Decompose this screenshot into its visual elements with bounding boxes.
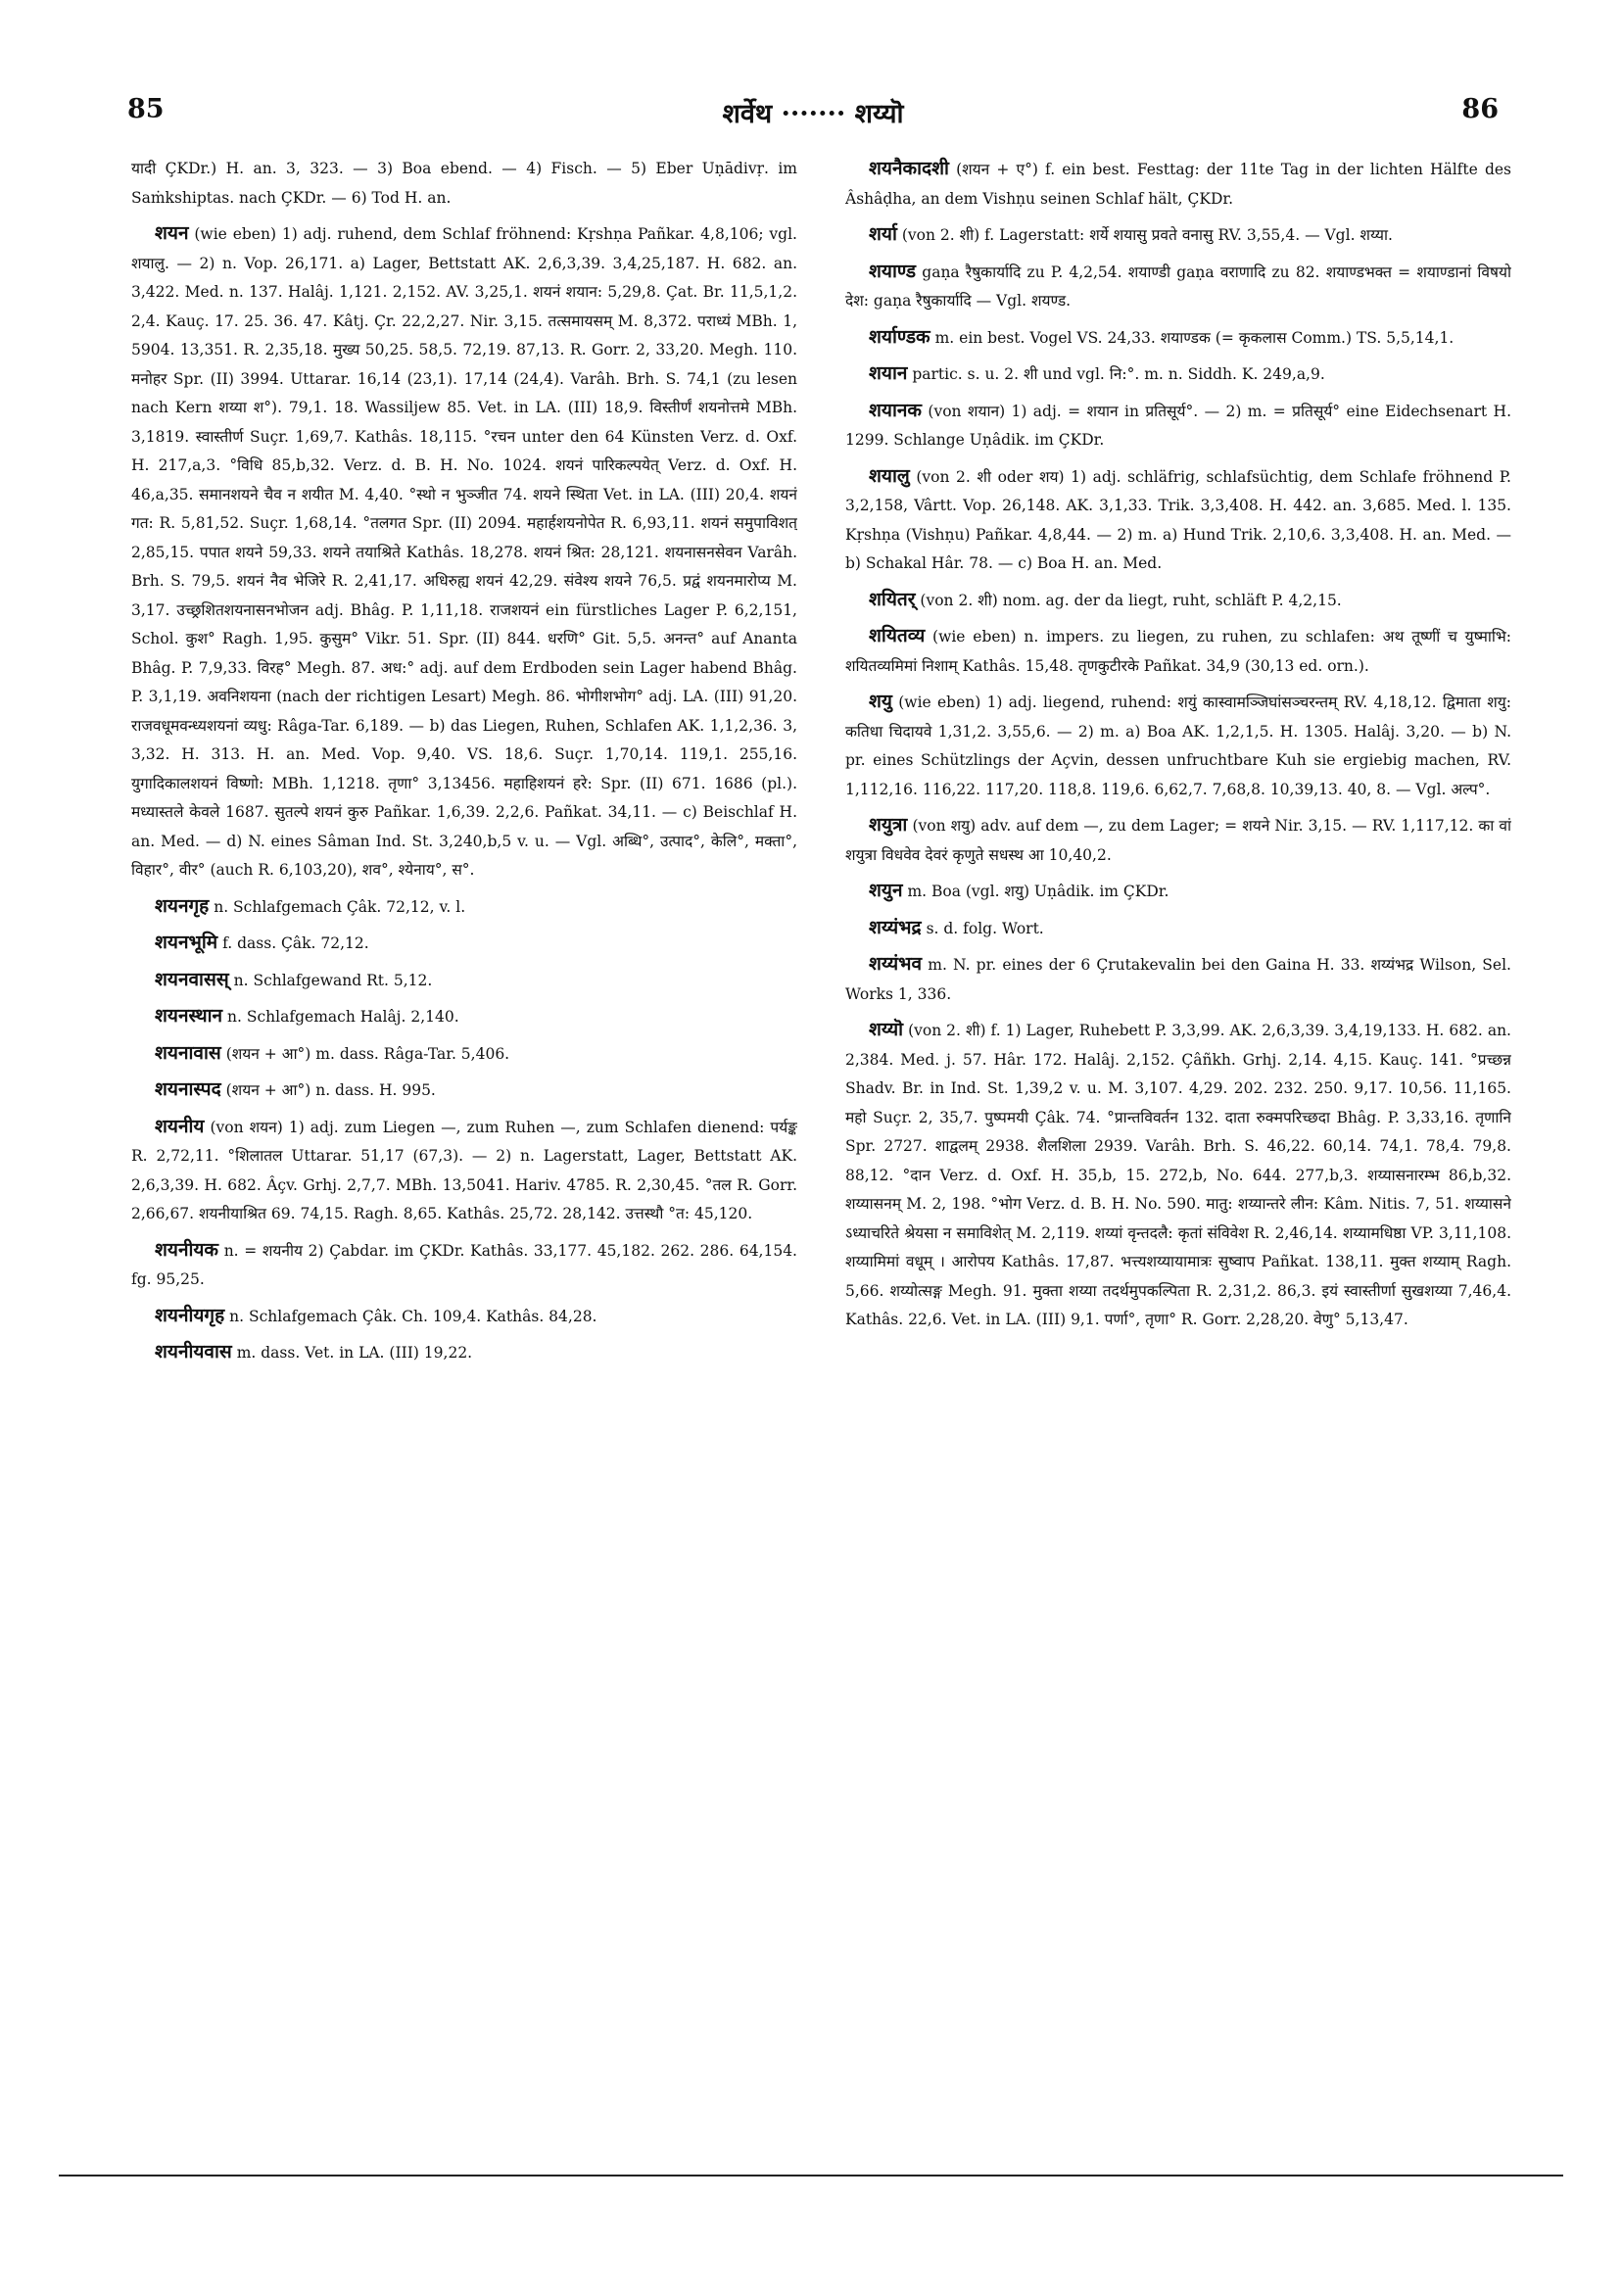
dictionary-entry bbox=[845, 258, 1511, 316]
entry-headword: शयन bbox=[155, 222, 189, 244]
entry-headword: शय्यंभद्र bbox=[869, 916, 922, 938]
entry-headword: शयनीयवास bbox=[155, 1341, 232, 1363]
entry-text: (von 2. शी oder शय) 1) adj. schläfrig, schlafsüchtig, dem Schlafe fröhnend P. 3,2,158, Vârtt. Vop. 26,148. AK. 3,1,33. Trik. 3,3,408. H. 442. an. 3,685. Med. l. 135. Kṛshṇa (Vishṇu) Pañkar. 4,8,44. — 2) m. a) Hund Trik. 2,10,6. 3,3,408. H. an. Med. — b) Schakal Hâr. 78. — c) Boa H. an. Med. bbox=[845, 467, 1511, 572]
dictionary-entry bbox=[845, 877, 1511, 907]
entry-text: (wie eben) 1) adj. liegend, ruhend: शयुं कास्वामञ्जिघांसञ्चरन्तम् RV. 4,18,12. द्विमाता शयु: कतिधा चिदायवे 1,31,2. 3,55,6. — 2) m. a) Boa AK. 1,2,1,5. H. 1305. Halâj. 3,20. — b) N. pr. eines Schützlings der Açvin, dessen unfruchtbare Kuh sie ergiebig machen, RV. 1,112,16. 116,22. 117,20. 118,8. 119,6. 6,62,7. 7,68,8. 10,39,13. 40, 8. — Vgl. अल्प°. bbox=[845, 694, 1511, 798]
entry-text: m. N. pr. eines der 6 Çrutakevalin bei den Gaina H. 33. शय्यंभद्र Wilson, Sel. Works 1, 336. bbox=[845, 956, 1511, 1003]
dictionary-entry bbox=[131, 966, 797, 996]
entry-text: (von शयन) 1) adj. zum Liegen —, zum Ruhen —, zum Schlafen dienend: पर्यङ्क R. 2,72,11. °शिलातल Uttarar. 51,17 (67,3). — 2) n. Lagerstatt, Lager, Bettstatt AK. 2,6,3,39. H. 682. Âçv. Grhj. 2,7,7. MBh. 13,5041. Hariv. 4785. R. 2,30,45. °तल R. Gorr. 2,66,67. शयनीयाश्रित 69. 74,15. Ragh. 8,65. Kathâs. 25,72. 28,142. उत्तस्थौ °त: 45,120. bbox=[131, 1118, 797, 1222]
dictionary-entry bbox=[845, 359, 1511, 390]
entry-headword: शयुत्रा bbox=[869, 814, 908, 836]
entry-headword: शयाण्ड bbox=[869, 260, 917, 282]
entry-headword: शर्याण्डक bbox=[869, 325, 930, 348]
entry-headword: शयालु bbox=[869, 464, 910, 487]
entry-text: n. = शयनीय 2) Çabdar. im ÇKDr. Kathâs. 33,177. 45,182. 262. 286. 64,154. fg. 95,25. bbox=[131, 1241, 797, 1288]
entry-headword: शर्या bbox=[869, 223, 897, 245]
entry-headword: शयनभूमि bbox=[155, 932, 218, 953]
entry-text: (शयन + ए°) f. ein best. Festtag: der 11te Tag in der lichten Hälfte des Âshâḍha, an dem Vishṇu seinen Schlaf hält, ÇKDr. bbox=[845, 161, 1511, 208]
dictionary-entry bbox=[845, 622, 1511, 681]
entry-headword: शयनवासस् bbox=[155, 968, 229, 990]
dictionary-entry bbox=[845, 950, 1511, 1009]
dictionary-entry bbox=[845, 155, 1511, 214]
entry-text: (wie eben) n. impers. zu liegen, zu ruhen, zu schlafen: अथ तूष्णीं च युष्माभि: शयितव्यमिमां निशाम् Kathâs. 15,48. तृणकुटीरके Pañkat. 34,9 (30,13 ed. orn.). bbox=[845, 628, 1511, 675]
dictionary-entry bbox=[131, 219, 797, 885]
entry-text: n. Schlafgewand Rt. 5,12. bbox=[233, 971, 433, 989]
dictionary-entry bbox=[845, 586, 1511, 616]
dictionary-entry bbox=[845, 462, 1511, 579]
entry-text: s. d. folg. Wort. bbox=[926, 919, 1044, 937]
dictionary-entry bbox=[845, 397, 1511, 455]
right-column bbox=[845, 155, 1511, 2026]
dictionary-entry bbox=[131, 892, 797, 923]
entry-headword: शयान bbox=[869, 362, 908, 384]
page-header bbox=[127, 94, 1499, 133]
entry-text: f. dass. Çâk. 72,12. bbox=[222, 934, 369, 952]
entry-headword: शयितव्य bbox=[869, 625, 926, 646]
entry-headword: शय्यॊ bbox=[869, 1019, 904, 1040]
dictionary-entry bbox=[845, 688, 1511, 804]
entry-headword: शयनैकादशी bbox=[869, 158, 949, 179]
entry-text: यादी ÇKDr.) H. an. 3, 323. — 3) Boa ebend. — 4) Fisch. — 5) Eber Uṇādivṛ. im Saṁkshiptas. nach ÇKDr. — 6) Tod H. an. bbox=[131, 160, 797, 207]
dictionary-entry bbox=[845, 323, 1511, 354]
left-column bbox=[131, 155, 797, 2026]
entry-headword: शयनीय bbox=[155, 1115, 205, 1137]
dictionary-entry bbox=[845, 220, 1511, 251]
entry-text: n. Schlafgemach Çâk. Ch. 109,4. Kathâs. 84,28. bbox=[229, 1307, 597, 1325]
dictionary-entry bbox=[131, 1039, 797, 1070]
entry-text: m. ein best. Vogel VS. 24,33. शयाण्डक (= कृकलास Comm.) TS. 5,5,14,1. bbox=[934, 328, 1455, 347]
running-title: शर्वेथ ······· शय्यॊ bbox=[722, 99, 904, 129]
entry-headword: शय्यंभव bbox=[869, 953, 923, 975]
page-number-right: 86 bbox=[1461, 94, 1499, 124]
dictionary-entry bbox=[131, 1113, 797, 1229]
dictionary-entry bbox=[131, 1002, 797, 1032]
entry-headword: शयुन bbox=[869, 880, 903, 901]
dictionary-entry bbox=[845, 914, 1511, 944]
entry-text: gaṇa रैषुकार्यादि zu P. 4,2,54. शयाण्डी gaṇa वराणादि zu 82. शयाण्डभक्त = शयाण्डानां विषयो देश: gaṇa रैषुकार्यादि — Vgl. शयण्ड. bbox=[845, 263, 1511, 310]
entry-text: (von 2. शी) f. Lagerstatt: शर्ये शयासु प्रवते वनासु RV. 3,55,4. — Vgl. शय्या. bbox=[901, 226, 1393, 244]
dictionary-entry bbox=[131, 1338, 797, 1368]
dictionary-entry bbox=[131, 1302, 797, 1332]
entry-headword: शयनास्पद bbox=[155, 1078, 221, 1100]
entry-text: m. Boa (vgl. शयु) Uṇâdik. im ÇKDr. bbox=[907, 883, 1169, 900]
dictionary-entry bbox=[845, 811, 1511, 870]
entry-text: (von शयान) 1) adj. = शयान in प्रतिसूर्य°. — 2) m. = प्रतिसूर्य° eine Eidechsenart H. 1299. Schlange Uṇâdik. im ÇKDr. bbox=[845, 402, 1511, 449]
entry-headword: शयु bbox=[869, 691, 892, 712]
dictionary-entry bbox=[131, 155, 797, 213]
footer-rule bbox=[59, 2175, 1563, 2176]
entry-text: (शयन + आ°) m. dass. Râga-Tar. 5,406. bbox=[225, 1044, 510, 1063]
dictionary-entry bbox=[845, 1016, 1511, 1335]
entry-headword: शयितर् bbox=[869, 588, 916, 610]
dictionary-entry bbox=[131, 929, 797, 959]
entry-text: (von शयु) adv. auf dem —, zu dem Lager; = शयने Nir. 3,15. — RV. 1,117,12. का वां शयुत्रा विधवेव देवरं कृणुते सधस्थ आ 10,40,2. bbox=[845, 817, 1511, 864]
entry-text: n. Schlafgemach Çâk. 72,12, v. l. bbox=[214, 897, 466, 916]
entry-headword: शयनीयगृह bbox=[155, 1304, 225, 1326]
entry-headword: शयानक bbox=[869, 399, 922, 421]
entry-text: (von 2. शी) f. 1) Lager, Ruhebett P. 3,3,99. AK. 2,6,3,39. 3,4,19,133. H. 682. an. 2,384. Med. j. 57. Hâr. 172. Halâj. 2,152. Çâñkh. Grhj. 2,14. 4,15. Kauç. 141. °प्रच्छन्न Shadv. Br. in Ind. St. 1,39,2 v. u. M. 3,107. 4,29. 202. 232. 250. 9,17. 10,56. 11,165. महो Suçr. 2, 35,7. पुष्पमयी Çâk. 74. °प्रान्तविवर्तन 132. दाता रुक्मपरिच्छदा Bhâg. P. 3,33,16. तृणानि Spr. 2727. शाद्वलम् 2938. शैलशिला 2939. Varâh. Brh. S. 46,22. 60,14. 74,1. 78,4. 79,8. 88,12. °दान Verz. d. Oxf. H. 35,b, 15. 272,b, No. 644. 277,b,3. शय्यासनारम्भ 86,b,32. शय्यासनम् M. 2, 198. °भोग Verz. d. B. H. No. 590. मातु: शय्यान्तरे लीन: Kâm. Nitis. 7, 51. शय्यासने ऽध्याचरिते श्रेयसा न समाविशेत् M. 2,119. शय्यां वृन्तदलै: कृतां संविवेश R. 2,46,14. शय्यामधिष्ठा VP. 3,11,108. शय्यामिमां वधूम् । आरोपय Kathâs. 17,87. भत्त्यशय्यायामात्रः सुष्वाप Pañkat. 138,11. मुक्त शय्याम् Ragh. 5,66. शय्योत्सङ्ग Megh. 91. मुक्ता शय्या तदर्थमुपकल्पिता R. 2,31,2. 86,3. इयं स्वास्तीर्णा सुखशय्या 7,46,4. Kathâs. 22,6. Vet. in LA. (III) 9,1. पर्णा°, तृणा° R. Gorr. 2,28,20. वेणु° 5,13,47. bbox=[845, 1022, 1511, 1328]
entry-text: (wie eben) 1) adj. ruhend, dem Schlaf fröhnend: Kṛshṇa Pañkar. 4,8,106; vgl. शयालु. — 2) n. Vop. 26,171. a) Lager, Bettstatt AK. 2,6,3,39. 3,4,25,187. H. 682. an. 3,422. Med. n. 137. Halâj. 1,121. 2,152. AV. 3,25,1. शयनं शयान: 5,29,8. Çat. Br. 11,5,1,2. 2,4. Kauç. 17. 25. 36. 47. Kâtj. Çr. 22,2,27. Nir. 3,15. तत्समायसम् M. 8,372. पराध्यं MBh. 1, 5904. 13,351. R. 2,35,18. मुख्य 50,25. 58,5. 72,19. 87,13. R. Gorr. 2, 33,20. Megh. 110. मनोहर Spr. (II) 3994. Uttarar. 16,14 (23,1). 17,14 (24,4). Varâh. Brh. S. 74,1 (zu lesen nach Kern शय्या श°). 79,1. 18. Wassiljew 85. Vet. in LA. (III) 18,9. विस्तीर्णं शयनोत्तमे MBh. 3,1819. स्वास्तीर्ण Suçr. 1,69,7. Kathâs. 18,115. °रचन unter den 64 Künsten Verz. d. Oxf. H. 217,a,3. °विधि 85,b,32. Verz. d. B. H. No. 1024. शयनं पारिकल्पयेत् Verz. d. Oxf. H. 46,a,35. समानशयने चैव न शयीत M. 4,40. °स्थो न भुञ्जीत 74. शयने स्थिता Vet. in LA. (III) 20,4. शयनं गत: R. 5,81,52. Suçr. 1,68,14. °तलगत Spr. (II) 2094. महार्हशयनोपेत R. 6,93,11. शयनं समुपाविशत् 2,85,15. पपात शयने 59,33. शयने तयाश्रिते Kathâs. 18,278. शयनं श्रित: 28,121. शयनासनसेवन Varâh. Brh. S. 79,5. शयनं नैव भेजिरे R. 2,41,17. अधिरुह्य शयनं 42,29. संवेश्य शयने 76,5. प्रद्वं शयनमारोप्य M. 3,17. उच्छ्रशितशयनासनभोजन adj. Bhâg. P. 1,11,18. राजशयनं ein fürstliches Lager P. 6,2,151, Schol. कुश° Ragh. 1,95. कुसुम° Vikr. 51. Spr. (II) 844. धरणि° Git. 5,5. अनन्त° auf Ananta Bhâg. P. 7,9,33. विरह° Megh. 87. अध:° adj. auf dem Erdboden sein Lager habend Bhâg. P. 3,1,19. अवनिशयना (nach der richtigen Lesart) Megh. 86. भोगीशभोग° adj. LA. (III) 91,20. राजवधूमवन्ध्यशयनां व्यधु: Râga-Tar. 6,189. — b) das Liegen, Ruhen, Schlafen AK. 1,1,2,36. 3, 3,32. H. 313. H. an. Med. Vop. 9,40. VS. 18,6. Suçr. 1,70,14. 119,1. 255,16. युगादिकालशयनं विष्णो: MBh. 1,1218. तृणा° 3,13456. महाहिशयनं हरे: Spr. (II) 671. 1686 (pl.). मध्यास्तले केवले 1687. सुतल्पे शयनं कुरु Pañkar. 1,6,39. 2,2,6. Pañkat. 34,11. — c) Beischlaf H. an. Med. — d) N. eines Sâman Ind. St. 3,240,b,5 v. u. — Vgl. अब्धि°, उत्पाद°, केलि°, मक्ता°, विहार°, वीर° (auch R. 6,103,20), शव°, श्येनाय°, स°. bbox=[131, 225, 797, 879]
entry-headword: शयनगृह bbox=[155, 894, 210, 917]
entry-text: partic. s. u. 2. शी und vgl. नि:°. m. n. Siddh. K. 249,a,9. bbox=[912, 365, 1325, 383]
entry-text: n. Schlafgemach Halâj. 2,140. bbox=[227, 1008, 459, 1026]
entry-text: (शयन + आ°) n. dass. H. 995. bbox=[225, 1081, 436, 1099]
dictionary-entry bbox=[131, 1236, 797, 1295]
page-number-left: 85 bbox=[127, 94, 165, 124]
entry-headword: शयनावास bbox=[155, 1041, 221, 1064]
entry-headword: शयनीयक bbox=[155, 1238, 219, 1261]
dictionary-entry bbox=[131, 1076, 797, 1106]
entry-text: (von 2. शी) nom. ag. der da liegt, ruht, schläft P. 4,2,15. bbox=[920, 591, 1342, 609]
entry-headword: शयनस्थान bbox=[155, 1005, 223, 1027]
entry-text: m. dass. Vet. in LA. (III) 19,22. bbox=[236, 1344, 473, 1362]
